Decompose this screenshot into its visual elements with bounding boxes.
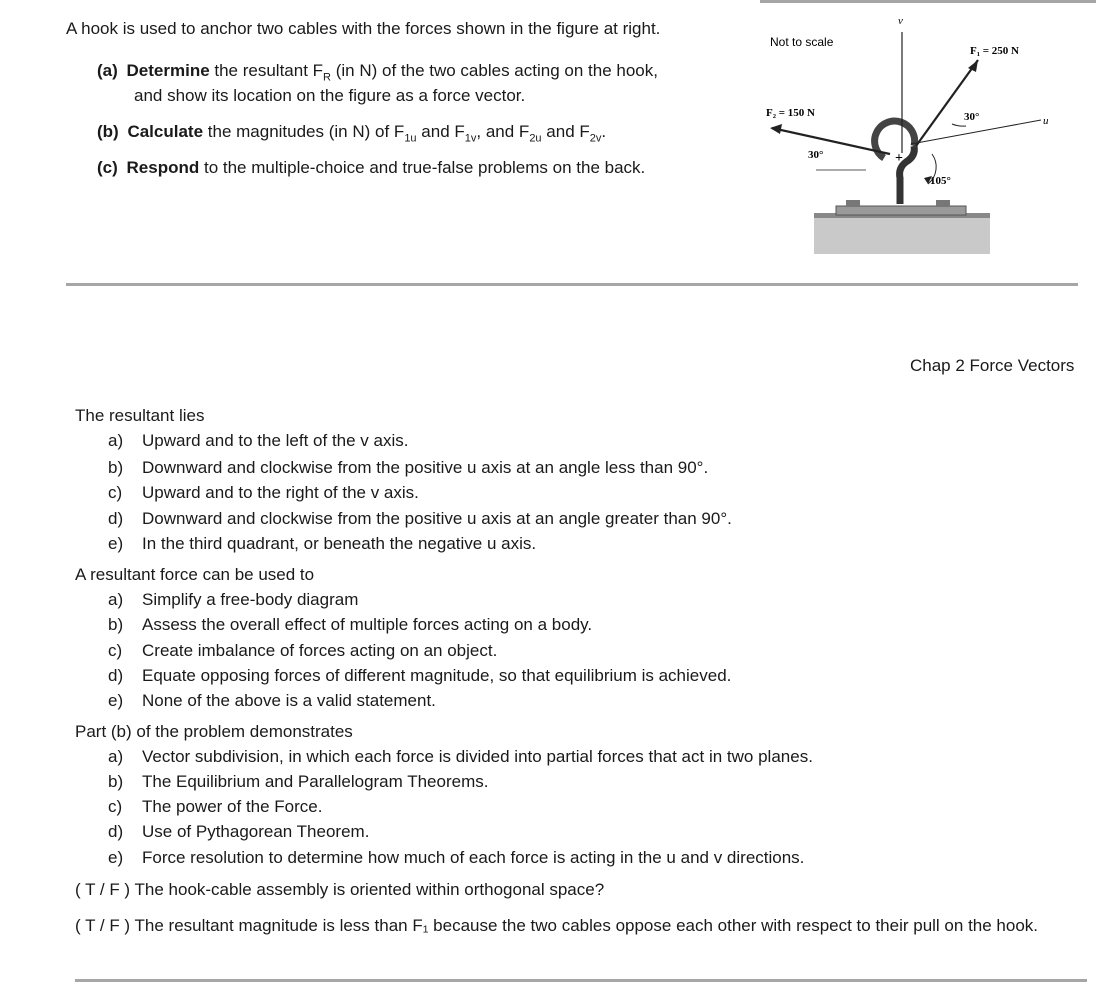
f2-arrowhead	[770, 124, 782, 134]
q1-option-c	[108, 483, 419, 503]
q1-option-c-letter: c)	[108, 483, 123, 502]
q3-option-d-text: Use of Pythagorean Theorem.	[142, 822, 370, 841]
q2-option-e-text: None of the above is a valid statement.	[142, 691, 436, 710]
part-b-sub2: 1v	[464, 132, 477, 145]
q1-option-d-text: Downward and clockwise from the positive u axis at an angle greater than 90°.	[142, 509, 732, 528]
q2-option-b-letter: b)	[108, 615, 124, 634]
q2-option-b	[108, 615, 592, 635]
q2-option-a	[108, 590, 358, 610]
q3-option-d-letter: d)	[108, 822, 124, 841]
part-b-sub4: 2v	[589, 132, 602, 145]
base-plate	[836, 206, 966, 215]
chapter-label: Chap 2 Force Vectors	[910, 356, 1075, 375]
q3-option-b-text: The Equilibrium and Parallelogram Theorems.	[142, 772, 489, 791]
q1-option-b-letter: b)	[108, 458, 124, 477]
q1-option-e-letter: e)	[108, 534, 124, 553]
q1-option-b-text: Downward and clockwise from the positive u axis at an angle less than 90°.	[142, 458, 709, 477]
tf-item-2	[75, 913, 1090, 938]
q3-option-c-letter: c)	[108, 797, 123, 816]
q2-option-c-text: Create imbalance of forces acting on an object.	[142, 641, 498, 660]
part-c-label: (c)	[97, 158, 118, 177]
q1-option-d	[108, 509, 732, 529]
part-b-sub3: 2u	[529, 132, 542, 145]
part-b-verb: Calculate	[127, 122, 204, 141]
part-b-mid1: and F	[416, 122, 465, 141]
part-a-line2: and show its location on the figure as a force vector.	[134, 86, 526, 105]
q1-option-d-letter: d)	[108, 509, 124, 528]
bottom-rule	[75, 979, 1087, 982]
bolt-left	[846, 200, 860, 207]
q1-option-a-text: Upward and to the left of the v axis.	[142, 431, 409, 450]
q3-option-a-letter: a)	[108, 747, 124, 766]
q3-option-c	[108, 797, 322, 817]
f1-label: F₁ = 250 N	[970, 45, 1019, 57]
q3-option-a-text: Vector subdivision, in which each force is divided into partial forces that act in two planes.	[142, 747, 813, 766]
q3-option-a	[108, 747, 813, 767]
u-axis-line	[911, 120, 1041, 144]
q2-option-a-letter: a)	[108, 590, 124, 609]
part-c-text: to the multiple-choice and true-false problems on the back.	[199, 158, 646, 177]
q1-option-e-text: In the third quadrant, or beneath the negative u axis.	[142, 534, 537, 553]
q3-stem: Part (b) of the problem demonstrates	[75, 722, 353, 741]
f1-angle-arc	[952, 124, 966, 126]
part-b-pre: the magnitudes (in N) of F	[203, 122, 405, 141]
part-b-end: .	[601, 122, 607, 141]
q3-option-b-letter: b)	[108, 772, 124, 791]
part-b-line	[97, 122, 606, 148]
q3-option-e-letter: e)	[108, 848, 124, 867]
not-to-scale: Not to scale	[770, 35, 834, 49]
q3-option-d	[108, 822, 369, 842]
top-rule	[760, 0, 1096, 3]
tf-1-choice[interactable]: ( T / F )	[75, 880, 131, 899]
plus-sign: +	[895, 151, 903, 166]
ground-block	[814, 216, 990, 254]
bolt-right	[936, 200, 950, 207]
part-c-line	[97, 158, 645, 178]
q3-option-e-text: Force resolution to determine how much of each force is acting in the u and v directions.	[142, 848, 805, 867]
part-a-verb: Determine	[126, 61, 210, 80]
q2-option-d-text: Equate opposing forces of different magnitude, so that equilibrium is achieved.	[142, 666, 732, 685]
part-b-mid2: , and F	[476, 122, 530, 141]
part-c-verb: Respond	[126, 158, 200, 177]
q1-option-b	[108, 458, 708, 478]
part-b-mid3: and F	[541, 122, 590, 141]
q1-option-a-letter: a)	[108, 431, 124, 450]
q2-stem: A resultant force can be used to	[75, 565, 315, 584]
q1-stem: The resultant lies	[75, 406, 205, 425]
part-a-sub-r: R	[323, 71, 331, 84]
q1-option-e	[108, 534, 536, 554]
q3-option-b	[108, 772, 488, 792]
q3-option-e	[108, 848, 804, 868]
q2-option-c-letter: c)	[108, 641, 123, 660]
part-a-text1: the resultant F	[209, 61, 324, 80]
part-a-text2: (in N) of the two cables acting on the hook,	[331, 61, 658, 80]
part-b-sub1: 1u	[404, 132, 417, 145]
q1-option-a	[108, 431, 408, 451]
tf-item-1	[75, 877, 1090, 902]
f2-label: F₂ = 150 N	[766, 107, 815, 119]
u-axis-label: u	[1043, 115, 1049, 127]
q2-option-c	[108, 641, 497, 661]
middle-rule	[66, 283, 1078, 286]
problem-intro: A hook is used to anchor two cables with the forces shown in the figure at right.	[66, 19, 661, 38]
q2-option-b-text: Assess the overall effect of multiple forces acting on a body.	[142, 615, 593, 634]
q3-option-c-text: The power of the Force.	[142, 797, 323, 816]
tf-2-text: The resultant magnitude is less than F₁ because the two cables oppose each other with respect to their pull on the hook.	[134, 916, 1039, 935]
v-axis-label: v	[898, 15, 903, 27]
hook-force-figure	[756, 8, 1096, 270]
tf-2-choice[interactable]: ( T / F )	[75, 916, 131, 935]
f2-angle-label: 30°	[808, 149, 824, 161]
f1-angle-label: 30°	[964, 111, 980, 123]
part-a-label: (a)	[97, 61, 118, 80]
q2-option-d	[108, 666, 731, 686]
q2-option-d-letter: d)	[108, 666, 124, 685]
q2-option-e	[108, 691, 436, 711]
tf-1-text: The hook-cable assembly is oriented within orthogonal space?	[134, 880, 605, 899]
part-a-line1	[97, 61, 658, 87]
part-b-label: (b)	[97, 122, 119, 141]
hook-angle-label: 105°	[930, 175, 951, 187]
q2-option-a-text: Simplify a free-body diagram	[142, 590, 359, 609]
q2-option-e-letter: e)	[108, 691, 124, 710]
q1-option-c-text: Upward and to the right of the v axis.	[142, 483, 419, 502]
